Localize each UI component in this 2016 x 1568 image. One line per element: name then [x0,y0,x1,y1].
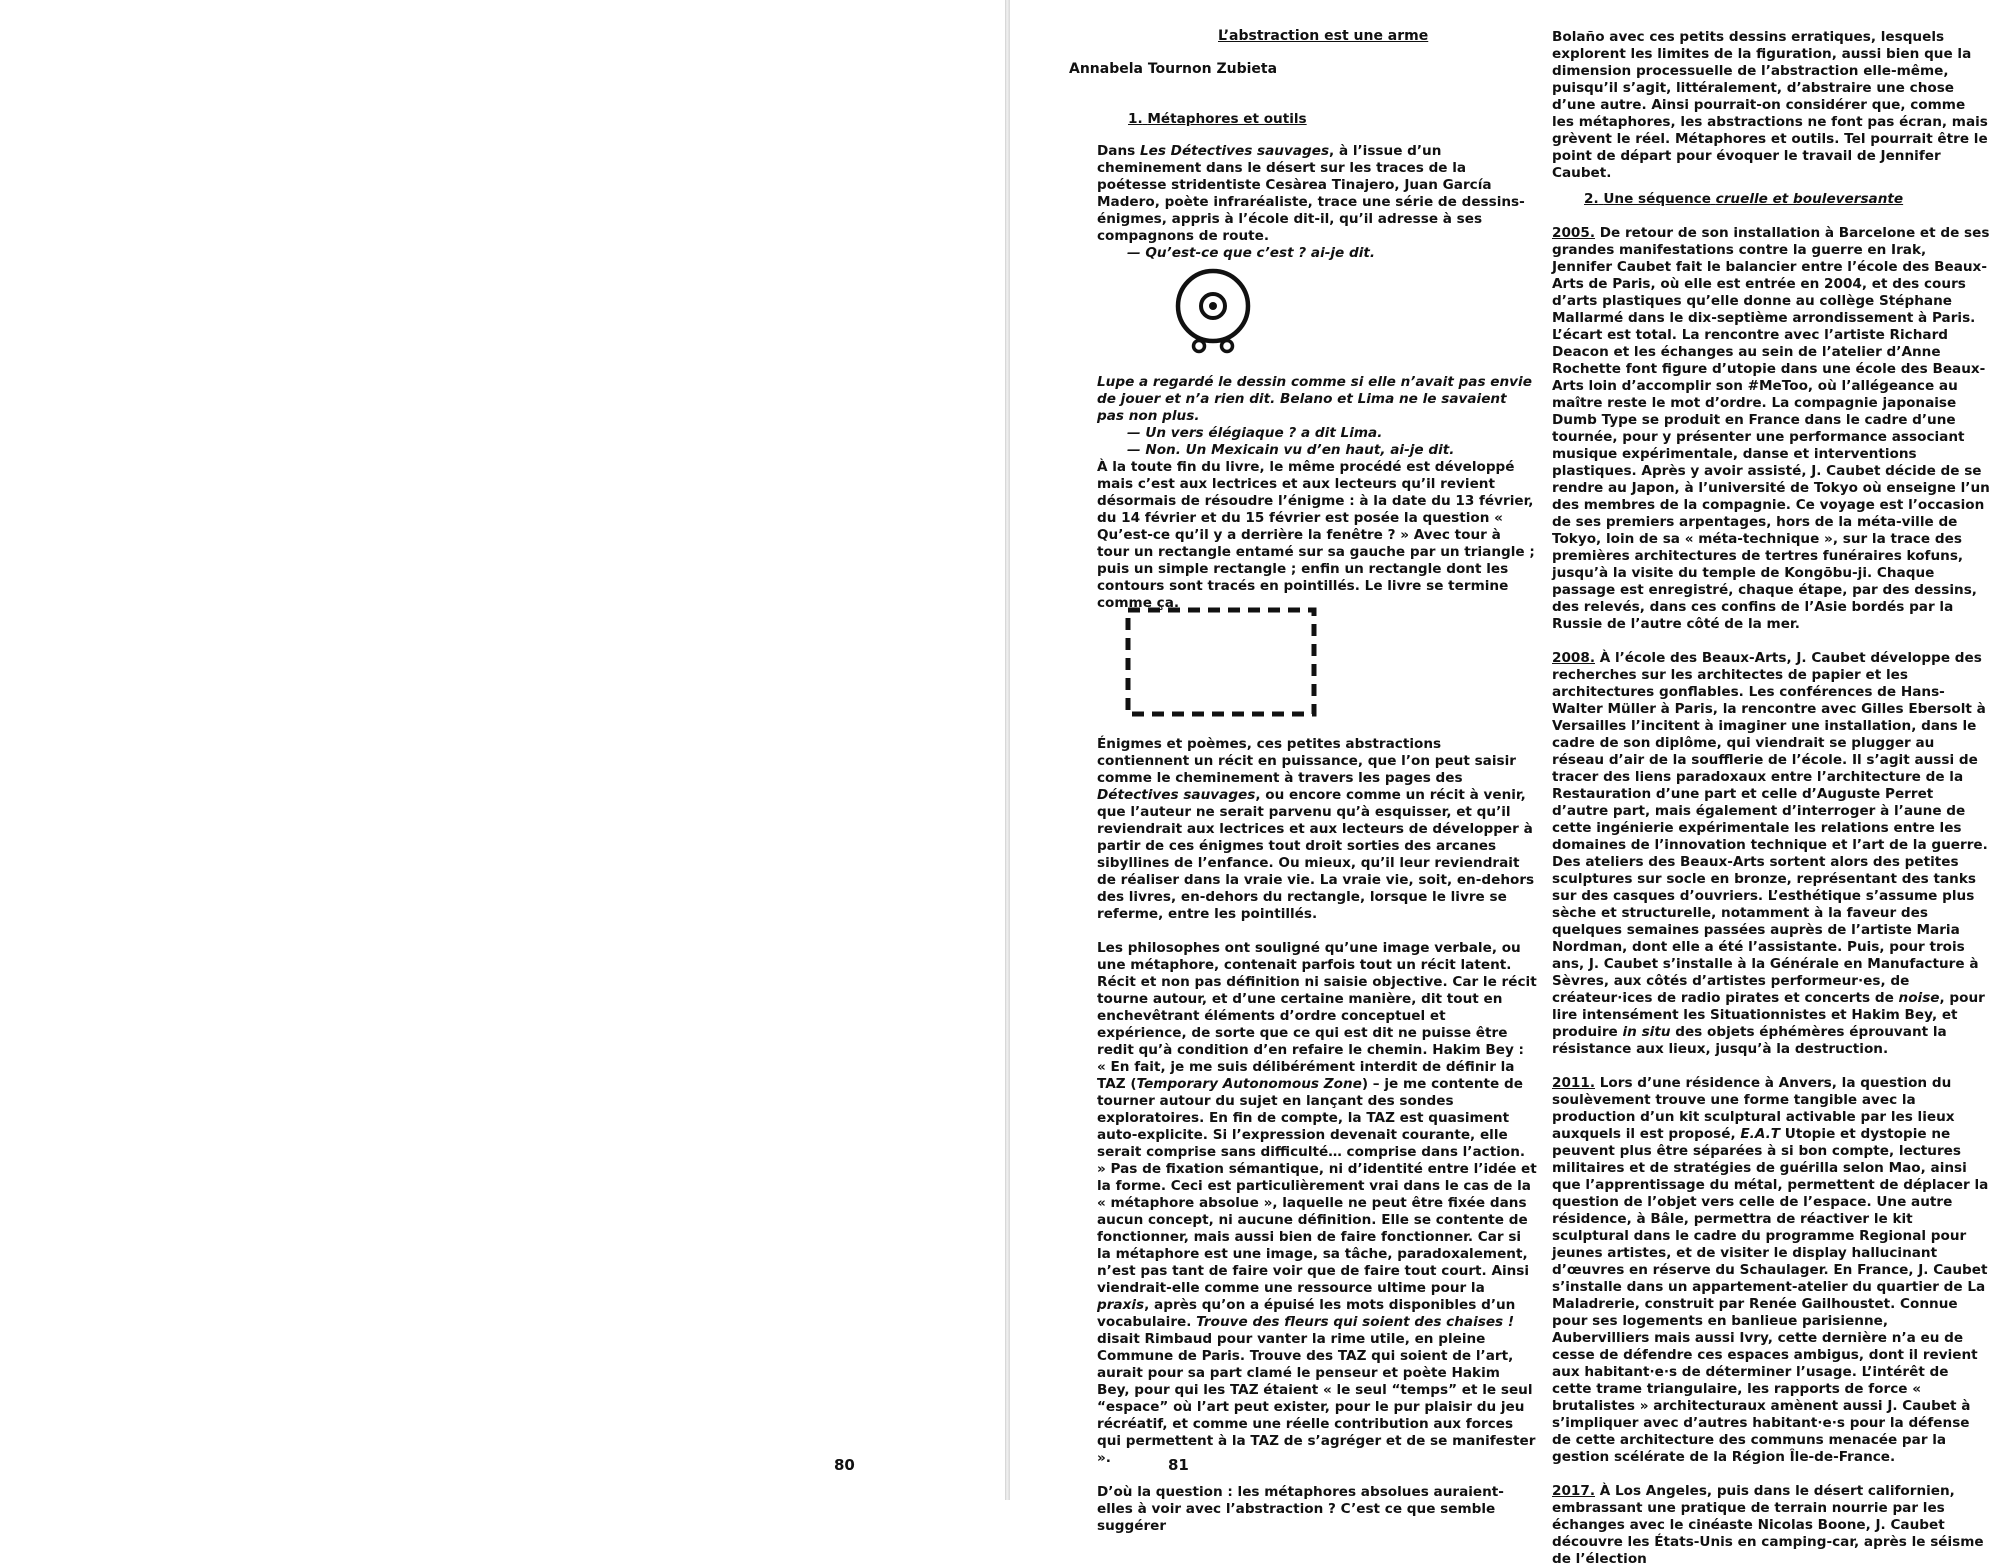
page-number-right: 81 [1168,1456,1189,1474]
entry-2008: 2008. À l’école des Beaux-Arts, J. Caubet développe des recherches sur les architectes de papier et les architectures gonflables. Les conférences de Hans-Walter Müller à Paris, la rencontre avec Gilles Ebersolt à Versailles l’incitent à imaginer une installation, dans le cadre de son diplôme, qui viendrait se plugger au réseau d’air de la soufflerie de l’école. Il s’agit aussi de tracer des liens paradoxaux entre l’architecture de la Restauration d’une part et celle d’Auguste Perret d’autre part, mais également d’interroger à l’aune de cette ingénierie expérimentale les relations entre les domaines de l’innovation technique et l’art de la guerre. Des ateliers des Beaux-Arts sortent alors des petites sculptures sur socle en bronze, représentant des tanks sur des casques d’ouvriers. L’esthétique s’assume plus sèche et structurelle, notamment à la faveur des quelques semaines passées auprès de l’artiste Maria Nordman, dont elle a été l’assistante. Puis, pour trois ans, J. Caubet s’installe à la Générale en Manufacture à Sèvres, aux côtés d’artistes performeur·es, de créateur·ices de radio pirates et concerts de noise, pour lire intensément les Situationnistes et Hakim Bey, et produire in situ des objets éphémères éprouvant la résistance aux lieux, jusqu’à la destruction. [1552,650,1988,1057]
year-2011: 2011. [1552,1075,1595,1091]
paragraph-bolano: Bolaño avec ces petits dessins erratiques, lesquels explorent les limites de la figuration, aussi bien que la dimension processuelle de l’abstraction elle-même, puisqu’il s’agit, littéralement, d’abstraire une chose d’une autre. Ainsi pourrait-on considérer que, comme les métaphores, les abstractions ne font pas écran, mais grèvent le réel. Métaphores et outils. Tel pourrait être le point de départ pour évoquer le travail de Jennifer Caubet. [1552,29,1988,181]
section-heading-1 [1128,111,1307,128]
paragraph-question: D’où la question : les métaphores absolues auraient-elles à voir avec l’abstraction ? C’est ce que semble suggérer [1097,1484,1504,1534]
paragraph-end-of-book: À la toute fin du livre, le même procédé est développé mais c’est aux lectrices et aux lecteurs qu’il revient désormais de résoudre l’énigme : à la date du 13 février, du 14 février et du 15 février est posée la question « Qu’est-ce qu’il y a derrière la fenêtre ? » Avec tour à tour un rectangle entamé sur sa gauche par un triangle ; puis un simple rectangle ; enfin un rectangle dont les contours sont tracés en pointillés. Le livre se termine comme ça. [1097,459,1535,611]
column-1-bottom [1097,736,1537,1535]
dialogue-line-2: — Un vers élégiaque ? a dit Lima. [1127,425,1383,441]
section-1-number: 1. [1128,111,1143,127]
entry-2017: 2017. À Los Angeles, puis dans le désert californien, embrassant une pratique de terrain nourrie par les échanges avec le cinéaste Nicolas Boone, J. Caubet découvre les États-Unis en camping-car, après le séisme de l’élection [1552,1483,1984,1567]
entry-2011: 2011. Lors d’une résidence à Anvers, la question du soulèvement trouve une forme tangible avec la production d’un kit sculptural activable par les lieux auxquels il est proposé, E.A.T Utopie et dystopie ne peuvent plus être séparées à si bon compte, lectures militaires et de stratégies de guérilla selon Mao, ainsi que l’apprentissage du métal, permettent de déplacer la question de l’objet vers celle de l’espace. Une autre résidence, à Bâle, permettra de réactiver le kit sculptural dans le cadre du programme Regional pour jeunes artistes, et de visiter le display hallucinant d’œuvres en réserve du Schaulager. En France, J. Caubet s’installe dans un appartement-atelier du quartier de La Maladrerie, construit par Renée Gailhoustet. Connue pour ses logements en banlieue parisienne, Aubervilliers mais aussi Ivry, cette dernière n’a eu de cesse de défendre ces espaces ambigus, dont il revient aux habitant·e·s de déterminer l’usage. L’intérêt de cette trame triangulaire, les rapports de force « brutalistes » architecturaux amènent aussi J. Caubet à s’impliquer avec d’autres habitant·e·s pour la défense de cette architecture des communs menacée par la gestion scélérate de la Région Île-de-France. [1552,1075,1989,1465]
section-1-title: Métaphores et outils [1147,111,1307,127]
column-1-top [1097,143,1537,262]
article-author: Annabela Tournon Zubieta [1069,61,1278,77]
year-2017: 2017. [1552,1483,1595,1499]
year-2008: 2008. [1552,650,1595,666]
column-1-middle [1097,374,1537,612]
paragraph-enigmes: Énigmes et poèmes, ces petites abstractions contiennent un récit en puissance, que l’on peut saisir comme le cheminement à travers les pages des Détectives sauvages, ou encore comme un récit à venir, que l’auteur ne serait parvenu qu’à esquisser, et qu’il reviendrait aux lectrices et aux lecteurs de développer à partir de ces énigmes tout droit sorties des arcanes sibyllines de l’enfance. Ou mieux, qu’il leur reviendrait de réaliser dans la vraie vie. La vraie vie, soit, en-dehors des livres, en-dehors du rectangle, lorsque le livre se referme, entre les pointillés. [1097,736,1535,922]
dialogue-line-3: — Non. Un Mexicain vu d’en haut, ai-je dit. [1127,442,1455,458]
year-2005: 2005. [1552,225,1595,241]
dashed-rectangle-icon [1124,606,1318,718]
paragraph-lupe: Lupe a regardé le dessin comme si elle n’avait pas envie de jouer et n’a rien dit. Belano et Lima ne le savaient pas non plus. [1097,374,1532,424]
page-number-left: 80 [834,1456,855,1474]
paragraph-philosophes: Les philosophes ont souligné qu’une image verbale, ou une métaphore, contenait parfois tout un récit latent. Récit et non pas définition ni saisie objective. Car le récit tourne autour, et d’une certaine manière, dit tout en enchevêtrant éléments d’ordre conceptuel et expérience, de sorte que ce qui est dit ne puisse être redit qu’à condition d’en refaire le chemin. Hakim Bey : « En fait, je me suis délibérément interdit de définir la TAZ (Temporary Autonomous Zone) – je me contente de tourner autour du sujet en lançant des sondes exploratoires. En fin de compte, la TAZ est quasiment auto-explicite. Si l’expression devenait courante, elle serait comprise sans difficulté… comprise dans l’action. » Pas de fixation sémantique, ni d’identité entre l’idée et la forme. Ceci est particulièrement vrai dans le cas de la « métaphore absolue », laquelle ne peut être fixée dans aucun concept, ni aucune définition. Elle se contente de fonctionner, mais aussi bien de faire fonctionner. Car si la métaphore est une image, sa tâche, paradoxalement, n’est pas tant de faire voir que de faire tout court. Ainsi viendrait-elle comme une ressource ultime pour la praxis, après qu’on a épuisé les mots disponibles d’un vocabulaire. Trouve des fleurs qui soient des chaises ! disait Rimbaud pour vanter la rime utile, en pleine Commune de Paris. Trouve des TAZ qui soient de l’art, aurait pour sa part clamé le penseur et poète Hakim Bey, pour qui les TAZ étaient « le seul “temps” et le seul “espace” où l’art peut exister, pour le pur plaisir du jeu récréatif, et comme une réelle contribution aux forces qui permettent à la TAZ de s’agréger et de se manifester ». [1097,940,1537,1466]
column-2 [1552,29,1990,1568]
entry-2005: 2005. De retour de son installation à Barcelone et de ses grandes manifestations contre la guerre en Irak, Jennifer Caubet fait le balancier entre l’école des Beaux-Arts de Paris, où elle est entrée en 2004, et des cours d’arts plastiques qu’elle donne au collège Stéphane Mallarmé dans le dix-septième arrondissement à Paris. L’écart est total. La rencontre avec l’artiste Richard Deacon et les échanges au sein de l’atelier d’Anne Rochette font figure d’utopie dans une école des Beaux-Arts loin d’accomplir son #MeToo, où l’allégeance au maître reste le mot d’ordre. La compagnie japonaise Dumb Type se produit en France dans le cadre d’une tournée, pour y présenter une performance associant musique expérimentale, danse et interventions plastiques. Après y avoir assisté, J. Caubet décide de se rendre au Japon, à l’université de Tokyo où enseigne l’un des membres de la compagnie. Ce voyage est l’occasion de ses premiers arpentages, hors de la méta-ville de Tokyo, loin de sa « méta-technique », sur la trace des premières architectures de tertres funéraires kofuns, jusqu’à la visite du temple de Kongōbu-ji. Chaque passage est enregistré, chaque étape, par des dessins, des relevés, dans ces confins de l’Asie bordés par la Russie de l’autre côté de la mer. [1552,225,1990,632]
paragraph-intro: Dans Les Détectives sauvages, à l’issue d’un cheminement dans le désert sur les traces de la poétesse stridentiste Cesàrea Tinajero, Juan García Madero, poète infraréaliste, trace une série de dessins-énigmes, appris à l’école dit-il, qu’il adresse à ses compagnons de route. [1097,143,1525,244]
concentric-circle-icon [1170,266,1256,358]
left-page [0,0,1005,1500]
dialogue-line-1: — Qu’est-ce que c’est ? ai-je dit. [1127,245,1376,261]
section-heading-2: 2. Une séquence cruelle et bouleversante [1584,191,1904,207]
article-title: L’abstraction est une arme [1218,28,1429,44]
